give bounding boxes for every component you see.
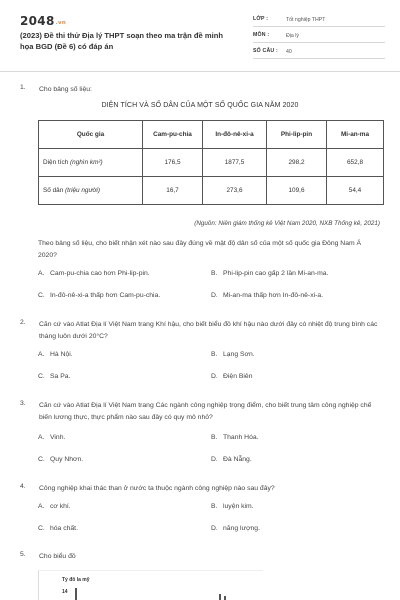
question-stem: Theo bảng số liệu, cho biết nhận xét nào sau đây đúng về mật độ dân số của một số quốc gia Đông Nam Á 2020? xyxy=(38,240,362,259)
meta-row-subject xyxy=(253,31,385,43)
answer-option-c[interactable] xyxy=(38,456,83,463)
answer-option-c[interactable] xyxy=(38,525,78,532)
option-text: Đà Nẵng. xyxy=(223,456,252,463)
table-row xyxy=(39,149,384,177)
page-header xyxy=(0,0,400,72)
question-text: Căn cứ vào Atlat Địa lí Việt Nam trang Các ngành công nghiệp trọng điểm, cho biết trung tâm công nghiệp chế biến lương thực, thực phẩm nào sau đây có quy mô nhỏ? xyxy=(39,402,372,421)
answer-option-b[interactable] xyxy=(211,270,328,277)
question-number: 4. xyxy=(20,483,26,490)
meta-value: 40 xyxy=(286,48,292,55)
answer-option-a[interactable] xyxy=(38,503,71,510)
option-text: Thanh Hóa. xyxy=(223,434,259,441)
meta-label: SỐ CÂU : xyxy=(253,48,278,54)
option-letter: C. xyxy=(38,456,45,463)
option-text: Hà Nội. xyxy=(50,351,73,358)
option-text: Vinh. xyxy=(50,434,66,441)
exam-meta xyxy=(253,15,385,63)
option-letter: D. xyxy=(211,373,218,380)
question-number: 2. xyxy=(20,319,26,326)
answer-option-d[interactable] xyxy=(211,456,252,463)
table-header: Cam-pu-chia xyxy=(143,121,203,149)
meta-row-class xyxy=(253,15,385,27)
table-header: Quốc gia xyxy=(39,121,143,149)
table-cell: 54,4 xyxy=(327,177,384,205)
table-cell: 109,6 xyxy=(267,177,327,205)
question-text: Công nghiệp khai thác than ở nước ta thuộc ngành công nghiệp nào sau đây? xyxy=(39,485,275,492)
answer-option-d[interactable] xyxy=(211,525,260,532)
question-text: Cho biểu đồ xyxy=(39,553,76,560)
table-cell: 652,8 xyxy=(327,149,384,177)
logo-text: 2048 xyxy=(20,14,55,28)
option-letter: D. xyxy=(211,525,218,532)
logo-tld: .vn xyxy=(55,20,67,26)
table-cell: 1877,5 xyxy=(203,149,267,177)
option-letter: C. xyxy=(38,292,45,299)
table-row xyxy=(39,177,384,205)
option-letter: A. xyxy=(38,270,45,277)
answer-option-b[interactable] xyxy=(211,434,259,441)
question-number: 3. xyxy=(20,400,26,407)
site-logo[interactable] xyxy=(20,14,66,28)
meta-value: Địa lý xyxy=(286,32,299,39)
data-table xyxy=(38,120,384,205)
option-text: Mi-an-ma thấp hơn In-đô-nê-xi-a. xyxy=(223,292,324,299)
option-text: hóa chất. xyxy=(50,525,78,532)
answer-option-a[interactable] xyxy=(38,270,150,277)
question-number: 5. xyxy=(20,551,26,558)
option-text: In-đô-nê-xi-a thấp hơn Cam-pu-chia. xyxy=(50,292,161,299)
option-letter: B. xyxy=(211,351,218,358)
row-unit: (nghìn km²) xyxy=(70,159,103,166)
row-label-text: Diện tích xyxy=(43,159,69,166)
answer-option-d[interactable] xyxy=(211,373,252,380)
chart-y-axis-label: Tỷ đô la mỹ xyxy=(62,577,90,583)
table-source: (Nguồn: Niên giám thống kê Việt Nam 2020, NXB Thống kê, 2021) xyxy=(194,220,380,227)
row-unit: (triệu người) xyxy=(65,187,100,194)
option-letter: A. xyxy=(38,434,45,441)
question-intro: Cho bảng số liệu: xyxy=(39,86,92,93)
option-text: Lạng Sơn. xyxy=(223,351,255,358)
option-letter: B. xyxy=(211,503,218,510)
table-cell: 176,5 xyxy=(143,149,203,177)
answer-option-b[interactable] xyxy=(211,351,255,358)
table-cell: 298,2 xyxy=(267,149,327,177)
option-text: năng lượng. xyxy=(223,525,260,532)
option-text: Cam-pu-chia cao hơn Phi-lip-pin. xyxy=(50,270,150,277)
answer-option-c[interactable] xyxy=(38,373,70,380)
option-text: Quy Nhơn. xyxy=(50,456,84,463)
question-number: 1. xyxy=(20,84,26,91)
table-header: Phi-lip-pin xyxy=(267,121,327,149)
table-cell: 16,7 xyxy=(143,177,203,205)
option-text: cơ khí. xyxy=(50,503,71,510)
chart-bar-mark xyxy=(219,594,221,600)
chart-y-tick: 14 xyxy=(62,589,68,595)
option-letter: B. xyxy=(211,270,218,277)
table-header: In-đô-nê-xi-a xyxy=(203,121,267,149)
row-label xyxy=(39,177,143,205)
meta-label: MÔN : xyxy=(253,32,270,38)
answer-option-a[interactable] xyxy=(38,434,65,441)
option-letter: C. xyxy=(38,373,45,380)
question-text: Căn cứ vào Atlat Địa lí Việt Nam trang Khí hậu, cho biết biểu đồ khí hậu nào dưới đây có nhiệt độ trung bình các tháng luôn dưới 20°C? xyxy=(39,321,378,340)
answer-option-b[interactable] xyxy=(211,503,254,510)
option-letter: C. xyxy=(38,525,45,532)
row-label-text: Số dân xyxy=(43,187,64,194)
header-divider xyxy=(0,71,400,72)
option-letter: B. xyxy=(211,434,218,441)
option-letter: D. xyxy=(211,292,218,299)
option-text: Sa Pa. xyxy=(50,373,71,380)
meta-label: LỚP : xyxy=(253,16,269,22)
answer-option-c[interactable] xyxy=(38,292,160,299)
table-cell: 273,6 xyxy=(203,177,267,205)
chart-image-frame xyxy=(38,570,263,600)
chart-bar-mark xyxy=(224,596,226,600)
table-header-row xyxy=(39,121,384,149)
table-title: DIỆN TÍCH VÀ SỐ DÂN CỦA MỘT SỐ QUỐC GIA NĂM 2020 xyxy=(101,102,299,109)
option-letter: D. xyxy=(211,456,218,463)
row-label xyxy=(39,149,143,177)
page-title: (2023) Đề thi thử Địa lý THPT soạn theo ma trận đề minh họa BGD (Đề 6) có đáp án xyxy=(20,31,223,51)
answer-option-d[interactable] xyxy=(211,292,323,299)
option-text: Điện Biên xyxy=(223,373,253,380)
table-header: Mi-an-ma xyxy=(327,121,384,149)
meta-value: Tốt nghiệp THPT xyxy=(286,16,326,23)
meta-row-count xyxy=(253,47,385,59)
option-letter: A. xyxy=(38,351,45,358)
chart-axis-line xyxy=(75,588,77,600)
option-letter: A. xyxy=(38,503,45,510)
answer-option-a[interactable] xyxy=(38,351,73,358)
option-text: Phi-lip-pin cao gấp 2 lần Mi-an-ma. xyxy=(223,270,329,277)
option-text: luyện kim. xyxy=(223,503,254,510)
